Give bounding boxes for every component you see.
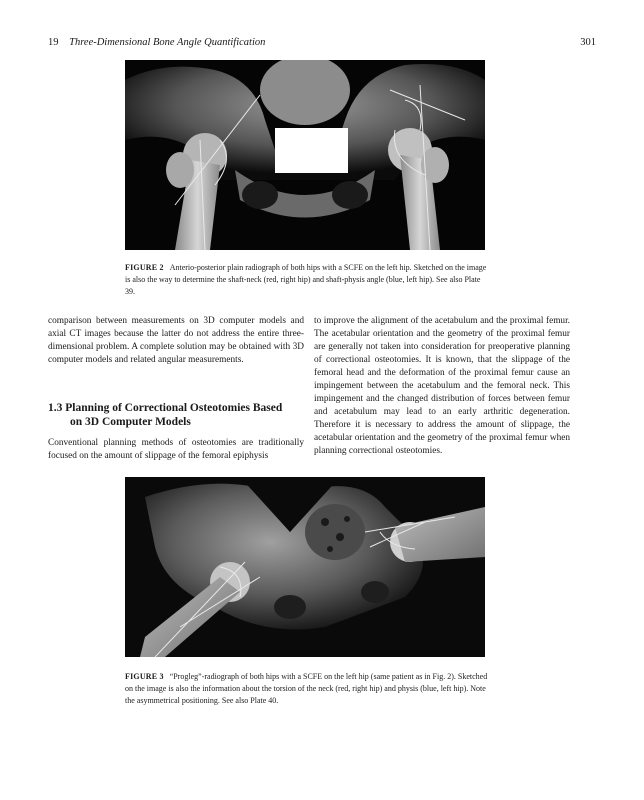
chapter-number: 19 [48,37,59,48]
right-column [314,315,570,458]
figure-3-label: FIGURE 3 [125,672,164,681]
running-header [48,37,265,48]
left-column-top [48,315,304,367]
chapter-title: Three-Dimensional Bone Angle Quantification [69,37,266,48]
section-title-line1: Planning of Correctional Osteotomies Based [65,402,283,414]
figure-2-caption-text: Anterio-posterior plain radiograph of both hips with a SCFE on the left hip. Sketched on the image is also the way to determine the shaft-neck (red, right hip) and shaft-physis angle (blue, left hip). See also Plate 39. [125,263,487,296]
left-paragraph-2: Conventional planning methods of osteotomies are traditionally focused on the amount of slippage of the femoral epiphysis [48,438,304,461]
page-number: 301 [580,37,596,48]
figure-2-radiograph [125,60,485,250]
figure-3-caption-text: “Progleg”-radiograph of both hips with a SCFE on the left hip (same patient as in Fig. 2). Sketched on the image is also the information about the torsion of the neck (red, right hip) and physis (blue, left hip). Note the asymmetrical positioning. See also Plate 40. [125,672,488,705]
section-title-line2: on 3D Computer Models [70,416,191,428]
ap-radiograph-image [125,60,485,250]
left-column-bottom [48,437,304,463]
figure-3-caption [125,671,495,707]
figure-3-radiograph [125,477,485,657]
figure-2-label: FIGURE 2 [125,263,164,272]
section-heading [48,401,304,429]
section-number: 1.3 [48,402,63,414]
progleg-radiograph-image [125,477,485,657]
right-paragraph-1: to improve the alignment of the acetabulum and the proximal femur. The acetabular orientation and the geometry of the proximal femur are generally not taken into consideration for preoperative planning of correctional osteotomies. It is known, that the slippage of the femoral head and the deformation of the proximal femur cause an impingement between the acetabulum and the femoral neck. This impingement and the changed distribution of forces between femur and acetabulum may lead to an early arthritic degeneration. Therefore it is necessary to address the amount of slippage, the acetabular orientation and the geometry of the proximal femur when planning correctional osteotomies. [314,316,570,456]
figure-2-caption [125,262,490,298]
left-paragraph-1: comparison between measurements on 3D computer models and axial CT images because the latter do not address the entire three-dimensional problem. A complete solution may be obtained with 3D computer models and related angular measurements. [48,316,304,365]
